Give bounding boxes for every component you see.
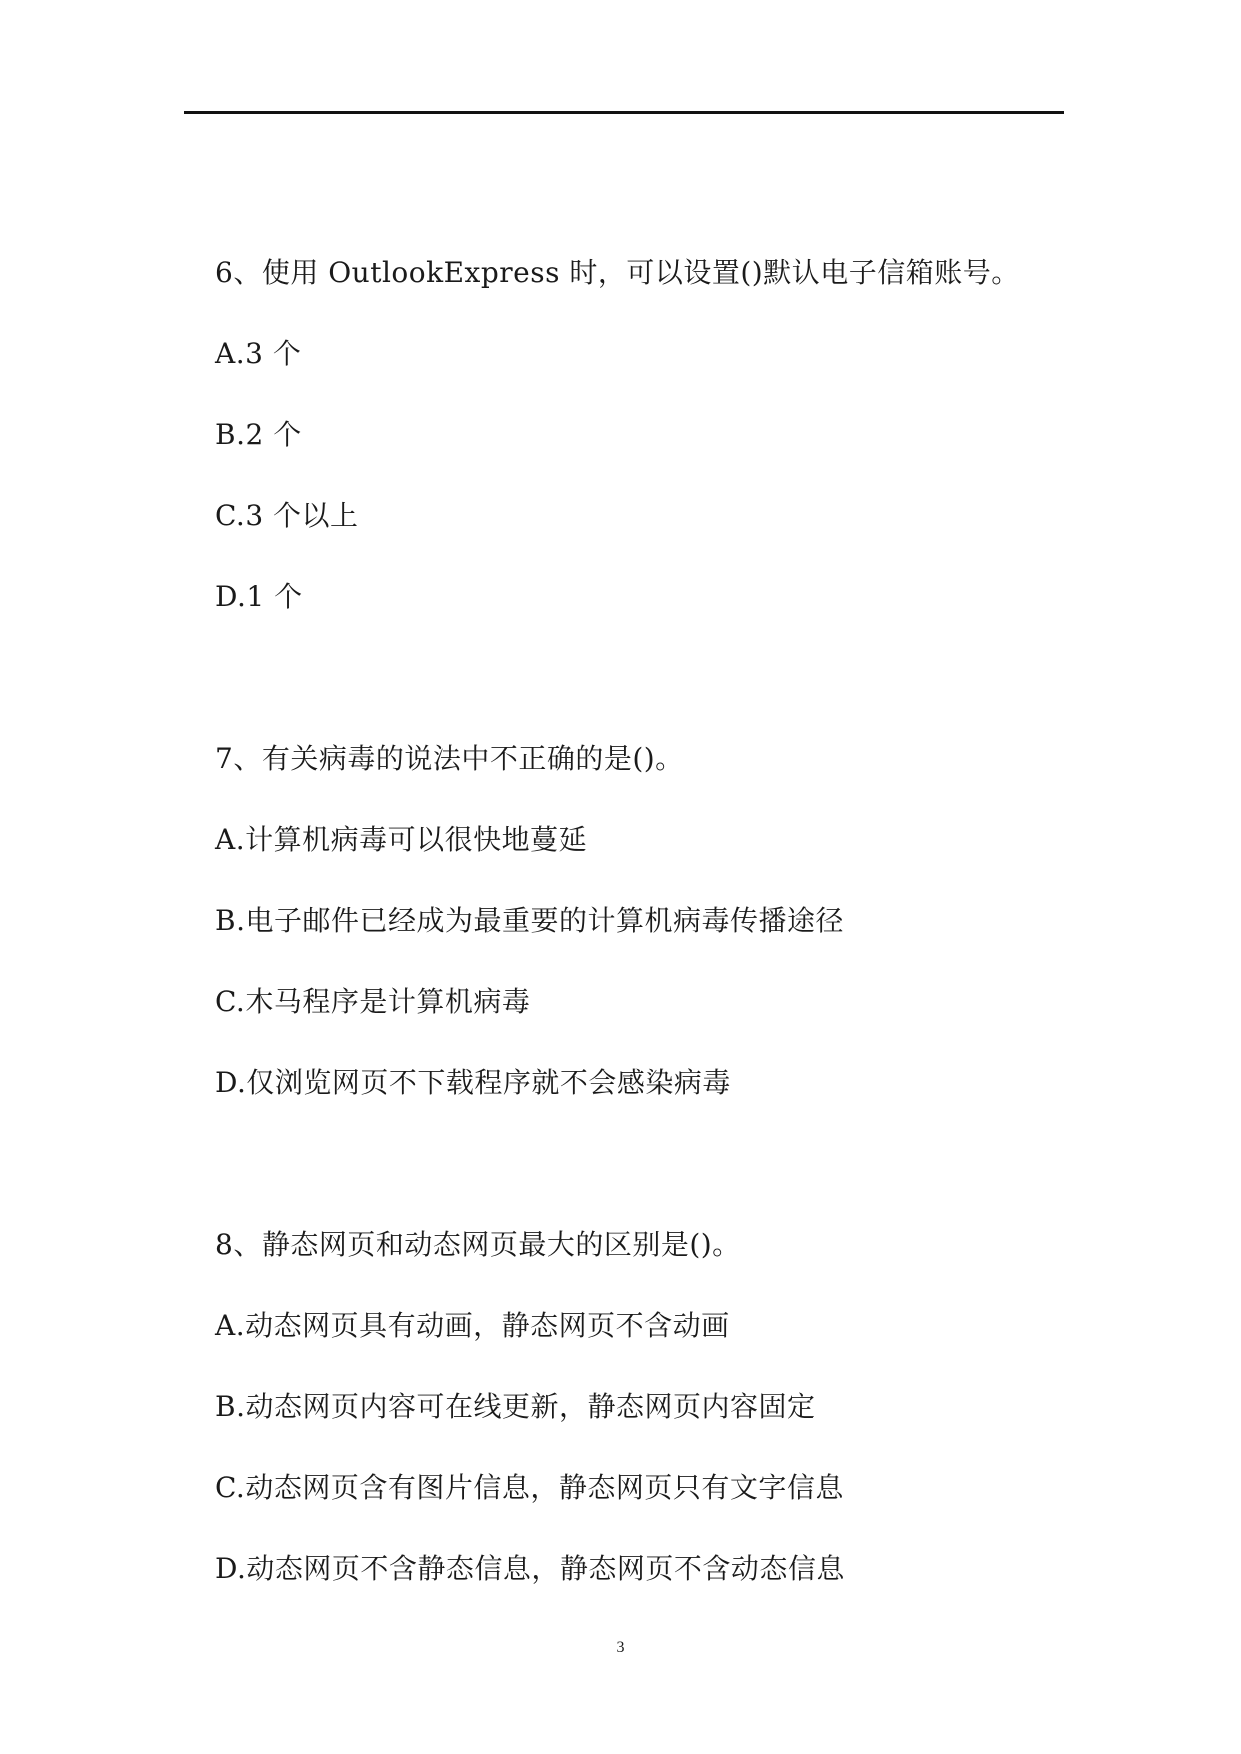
question-6-option-b: B.2 个 <box>215 418 302 451</box>
question-8-option-a: A.动态网页具有动画，静态网页不含动画 <box>215 1309 730 1342</box>
question-8-stem: 8、静态网页和动态网页最大的区别是()。 <box>215 1228 741 1261</box>
question-8-option-c: C.动态网页含有图片信息，静态网页只有文字信息 <box>215 1471 844 1504</box>
question-7-option-c: C.木马程序是计算机病毒 <box>215 985 531 1018</box>
question-7-stem: 7、有关病毒的说法中不正确的是()。 <box>215 742 684 775</box>
question-7-option-d: D.仅浏览网页不下载程序就不会感染病毒 <box>215 1066 731 1099</box>
question-8-option-d: D.动态网页不含静态信息，静态网页不含动态信息 <box>215 1552 845 1585</box>
question-6-option-d: D.1 个 <box>215 580 303 613</box>
page-number: 3 <box>616 1639 625 1656</box>
question-6-option-c: C.3 个以上 <box>215 499 359 532</box>
question-8-option-b: B.动态网页内容可在线更新，静态网页内容固定 <box>215 1390 816 1423</box>
question-7-option-b: B.电子邮件已经成为最重要的计算机病毒传播途径 <box>215 904 844 937</box>
question-6-stem: 6、使用 OutlookExpress 时，可以设置()默认电子信箱账号。 <box>215 256 1020 289</box>
question-7-option-a: A.计算机病毒可以很快地蔓延 <box>215 823 588 856</box>
question-6-option-a: A.3 个 <box>215 337 302 370</box>
header-rule <box>184 111 1064 114</box>
